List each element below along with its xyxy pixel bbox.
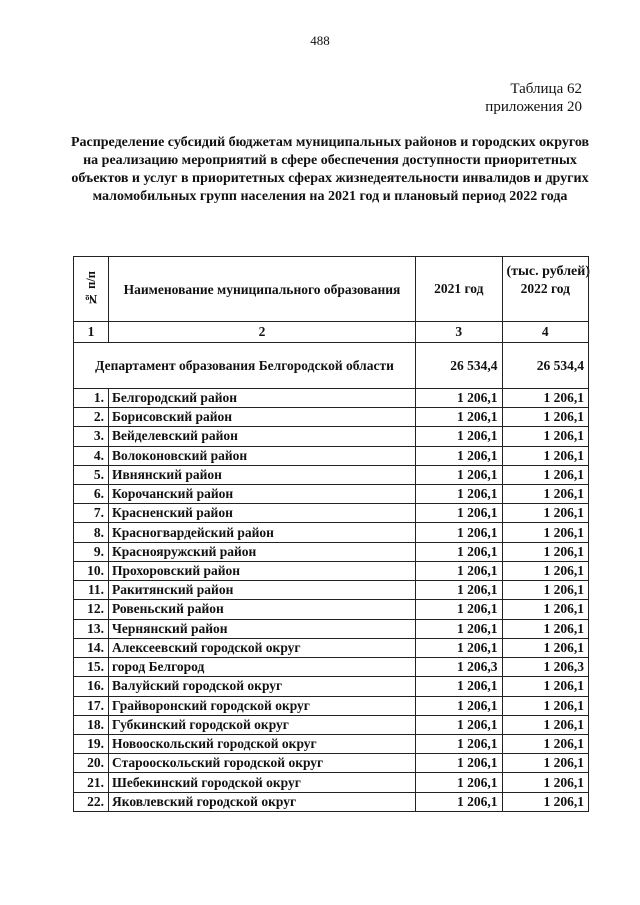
- header-row: [74, 257, 589, 322]
- row-value-2022: 1 206,1: [502, 542, 589, 561]
- row-number: 4.: [74, 446, 109, 465]
- table-reference-line-1: Таблица 62: [510, 81, 582, 97]
- table-row: [74, 638, 589, 657]
- row-number: 7.: [74, 504, 109, 523]
- subsidy-table: [73, 256, 589, 812]
- table-row: [74, 446, 589, 465]
- table-row: [74, 561, 589, 580]
- row-number: 16.: [74, 677, 109, 696]
- row-value-2022: 1 206,3: [502, 658, 589, 677]
- row-value-2022: 1 206,1: [502, 561, 589, 580]
- table-reference: [485, 80, 582, 116]
- row-value-2022: 1 206,1: [502, 504, 589, 523]
- row-name: Шебекинский городской округ: [109, 773, 416, 792]
- row-value-2021: 1 206,1: [416, 696, 503, 715]
- row-value-2021: 1 206,1: [416, 754, 503, 773]
- table-row: [74, 484, 589, 503]
- row-value-2022: 1 206,1: [502, 523, 589, 542]
- row-value-2021: 1 206,1: [416, 773, 503, 792]
- row-name: Старооскольский городской округ: [109, 754, 416, 773]
- table-row: [74, 773, 589, 792]
- row-value-2021: 1 206,1: [416, 465, 503, 484]
- row-number: 10.: [74, 561, 109, 580]
- row-name: Вейделевский район: [109, 427, 416, 446]
- row-number: 2.: [74, 408, 109, 427]
- row-number: 11.: [74, 581, 109, 600]
- row-value-2022: 1 206,1: [502, 754, 589, 773]
- row-value-2021: 1 206,3: [416, 658, 503, 677]
- header-2022: 2022 год: [502, 257, 589, 322]
- row-number: 6.: [74, 484, 109, 503]
- table-row: [74, 735, 589, 754]
- row-number: 13.: [74, 619, 109, 638]
- row-name: Валуйский городской округ: [109, 677, 416, 696]
- row-value-2022: 1 206,1: [502, 484, 589, 503]
- row-number: 20.: [74, 754, 109, 773]
- table-row: [74, 408, 589, 427]
- row-name: Чернянский район: [109, 619, 416, 638]
- row-value-2021: 1 206,1: [416, 427, 503, 446]
- table-row: [74, 677, 589, 696]
- row-value-2021: 1 206,1: [416, 408, 503, 427]
- row-value-2021: 1 206,1: [416, 792, 503, 811]
- row-name: Алексеевский городской округ: [109, 638, 416, 657]
- row-name: Белгородский район: [109, 388, 416, 407]
- column-index-row: [74, 322, 589, 343]
- column-index-cell: 1: [74, 322, 109, 343]
- row-value-2021: 1 206,1: [416, 446, 503, 465]
- row-value-2022: 1 206,1: [502, 446, 589, 465]
- row-value-2021: 1 206,1: [416, 600, 503, 619]
- row-number: 22.: [74, 792, 109, 811]
- table-row: [74, 754, 589, 773]
- row-value-2021: 1 206,1: [416, 581, 503, 600]
- row-value-2022: 1 206,1: [502, 638, 589, 657]
- row-value-2022: 1 206,1: [502, 696, 589, 715]
- row-name: Яковлевский городской округ: [109, 792, 416, 811]
- row-value-2021: 1 206,1: [416, 504, 503, 523]
- row-name: Ракитянский район: [109, 581, 416, 600]
- row-number: 5.: [74, 465, 109, 484]
- row-number: 21.: [74, 773, 109, 792]
- row-name: Новооскольский городской округ: [109, 735, 416, 754]
- row-number: 14.: [74, 638, 109, 657]
- table-row: [74, 523, 589, 542]
- table-row: [74, 658, 589, 677]
- row-value-2021: 1 206,1: [416, 388, 503, 407]
- table-row: [74, 600, 589, 619]
- table-row: [74, 715, 589, 734]
- row-value-2022: 1 206,1: [502, 427, 589, 446]
- row-value-2022: 1 206,1: [502, 735, 589, 754]
- row-name: Губкинский городской округ: [109, 715, 416, 734]
- row-name: Красненский район: [109, 504, 416, 523]
- row-name: Корочанский район: [109, 484, 416, 503]
- row-name: Красногвардейский район: [109, 523, 416, 542]
- row-value-2021: 1 206,1: [416, 619, 503, 638]
- header-2021: 2021 год: [416, 257, 503, 322]
- row-number: 9.: [74, 542, 109, 561]
- table-row: [74, 465, 589, 484]
- table-row: [74, 542, 589, 561]
- header-name: Наименование муниципального образования: [109, 257, 416, 322]
- row-value-2021: 1 206,1: [416, 542, 503, 561]
- row-value-2021: 1 206,1: [416, 677, 503, 696]
- row-number: 1.: [74, 388, 109, 407]
- column-index-cell: 2: [109, 322, 416, 343]
- row-value-2021: 1 206,1: [416, 638, 503, 657]
- department-2022: 26 534,4: [502, 343, 589, 389]
- row-name: Борисовский район: [109, 408, 416, 427]
- row-number: 8.: [74, 523, 109, 542]
- row-name: Ровеньский район: [109, 600, 416, 619]
- units-label: (тыс. рублей): [506, 264, 590, 279]
- row-number: 3.: [74, 427, 109, 446]
- table-row: [74, 388, 589, 407]
- row-value-2022: 1 206,1: [502, 600, 589, 619]
- row-number: 17.: [74, 696, 109, 715]
- row-name: город Белгород: [109, 658, 416, 677]
- document-title: Распределение субсидий бюджетам муниципальных районов и городских округов на реализацию мероприятий в сфере обеспечения доступности приоритетных объектов и услуг в приоритетных сферах жизнедеятельности инвалидов и других маломобильных групп населения на 2021 год и плановый период 2022 года: [70, 135, 590, 204]
- department-name: Департамент образования Белгородской области: [74, 343, 416, 389]
- table-row: [74, 792, 589, 811]
- row-number: 12.: [74, 600, 109, 619]
- row-value-2021: 1 206,1: [416, 735, 503, 754]
- row-name: Прохоровский район: [109, 561, 416, 580]
- row-value-2022: 1 206,1: [502, 388, 589, 407]
- column-index-cell: 4: [502, 322, 589, 343]
- table-row: [74, 696, 589, 715]
- header-num-label: № п/п: [83, 271, 98, 307]
- row-name: Грайворонский городской округ: [109, 696, 416, 715]
- header-num: [74, 257, 109, 322]
- row-value-2022: 1 206,1: [502, 792, 589, 811]
- row-number: 18.: [74, 715, 109, 734]
- row-number: 15.: [74, 658, 109, 677]
- row-value-2022: 1 206,1: [502, 677, 589, 696]
- row-name: Краснояружский район: [109, 542, 416, 561]
- table-row: [74, 581, 589, 600]
- row-number: 19.: [74, 735, 109, 754]
- row-value-2022: 1 206,1: [502, 619, 589, 638]
- column-index-cell: 3: [416, 322, 503, 343]
- department-row: [74, 343, 589, 389]
- row-name: Ивнянский район: [109, 465, 416, 484]
- row-value-2022: 1 206,1: [502, 715, 589, 734]
- department-2021: 26 534,4: [416, 343, 503, 389]
- table-row: [74, 619, 589, 638]
- row-value-2021: 1 206,1: [416, 484, 503, 503]
- row-value-2022: 1 206,1: [502, 581, 589, 600]
- table-row: [74, 427, 589, 446]
- row-name: Волоконовский район: [109, 446, 416, 465]
- row-value-2021: 1 206,1: [416, 715, 503, 734]
- row-value-2021: 1 206,1: [416, 561, 503, 580]
- row-value-2022: 1 206,1: [502, 465, 589, 484]
- row-value-2022: 1 206,1: [502, 408, 589, 427]
- row-value-2021: 1 206,1: [416, 523, 503, 542]
- page-number: 488: [310, 33, 330, 48]
- row-value-2022: 1 206,1: [502, 773, 589, 792]
- table-row: [74, 504, 589, 523]
- table-reference-line-2: приложения 20: [485, 99, 582, 115]
